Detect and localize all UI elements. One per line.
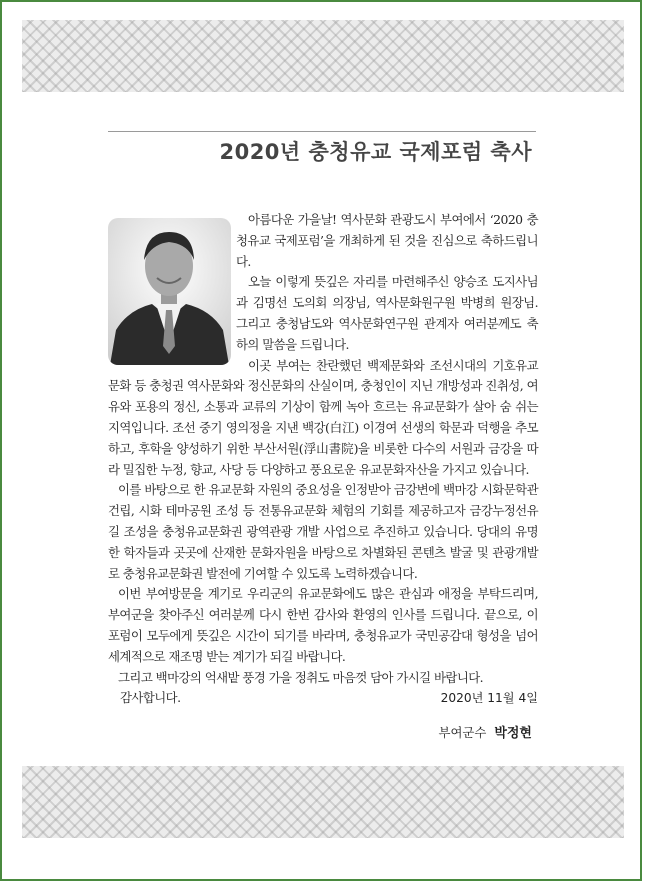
paragraph-1: 아름다운 가을날! 역사문화 관광도시 부여에서 ‘2020 충청유교 국제포럼’을 개최하게 된 것을 진심으로 축하드립니다.	[236, 212, 538, 269]
closing-date: 2020년 11월 4일	[440, 691, 538, 706]
decorative-pattern-top	[22, 20, 624, 92]
photo-wrap-spacer	[108, 210, 236, 356]
paragraph-4: 이를 바탕으로 한 유교문화 자원의 중요성을 인정받아 금강변에 백마강 시화문학관 건립, 시화 테마공원 조성 등 전통유교문화 체험의 기회를 제공하고자 금강누정선유길 조성을 충청유교문화권 광역관광 개발 사업으로 추진하고 있습니다. 당대의 유명한 학자들과 곳곳에 산재한 문화자원을 바탕으로 차별화된 콘텐츠 발굴 및 관광개발로 충청유교문화권 발전에 기여할 수 있도록 노력하겠습니다.	[108, 482, 538, 581]
closing-thanks: 감사합니다.	[120, 690, 181, 706]
title-rule	[108, 131, 536, 132]
signature-org: 부여군수	[438, 725, 487, 740]
paragraph-3: 이곳 부여는 찬란했던 백제문화와 조선시대의 기호유교문화 등 충청권 역사문화와 정신문화의 산실이며, 충청인이 지닌 개방성과 진취성, 여유와 포용의 정신, 소통과 교류의 기상이 함께 녹아 흐르는 유교문화가 살아 숨 쉬는 지역입니다. 조선 중기 영의정을 지낸 백강(白江) 이경여 선생의 학문과 덕행을 추모하고, 후학을 양성하기 위한 부산서원(浮山書院)을 비롯한 다수의 서원과 금강을 따라 밀집한 누정, 향교, 사당 등 다양하고 풍요로운 유교문화자산을 가지고 있습니다.	[108, 357, 538, 477]
signature-name: 박정현	[494, 726, 532, 741]
paragraph-5: 이번 부여방문을 계기로 우리군의 유교문화에도 많은 관심과 애정을 부탁드리며, 부여군을 찾아주신 여러분께 다시 한번 감사와 환영의 인사를 드립니다. 끝으로, 이 포럼이 모두에게 뜻깊은 시간이 되기를 바라며, 충청유교가 국민공감대 형성을 넘어 세계적으로 재조명 받는 계기가 되길 바랍니다.	[108, 586, 538, 664]
signature	[438, 722, 532, 741]
decorative-pattern-bottom	[22, 766, 624, 838]
speech-body	[108, 210, 538, 709]
paragraph-6: 그리고 백마강의 억새밭 풍경 가을 정취도 마음껏 담아 가시길 바랍니다.	[118, 669, 484, 685]
page-title: 2020년 충청유교 국제포럼 축사	[219, 140, 532, 164]
closing-line	[108, 688, 538, 709]
paragraph-2: 오늘 이렇게 뜻깊은 자리를 마련해주신 양승조 도지사님과 김명선 도의회 의장님, 역사문화원구원 박병희 원장님. 그리고 충청남도와 역사문화연구원 관계자 여러분께도 축하의 말씀을 드립니다.	[236, 274, 538, 352]
